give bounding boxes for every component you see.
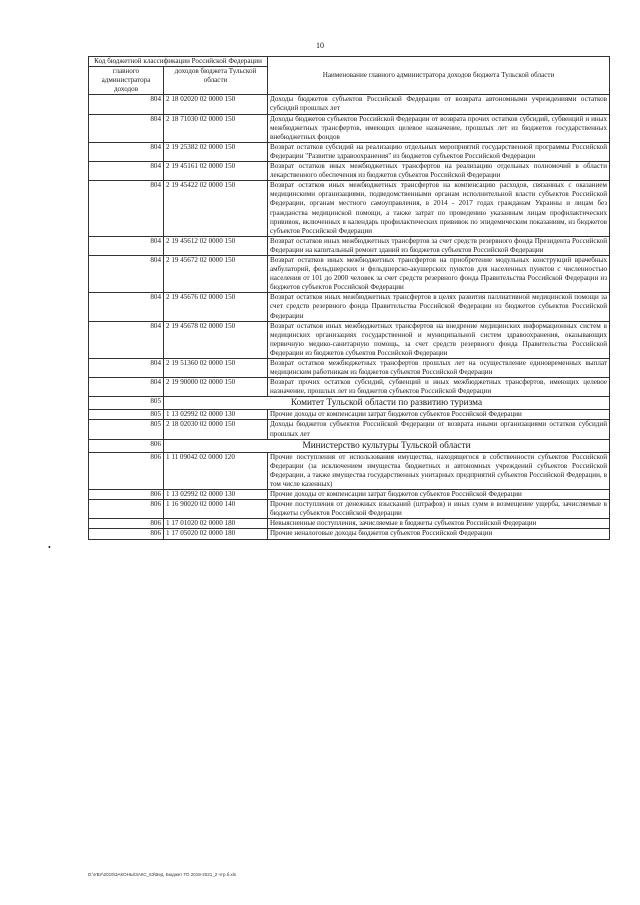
- income-name-cell: Доходы бюджетов субъектов Российской Федерации от возврата автономными учреждениями остатков субсидий прошлых лет: [268, 95, 610, 114]
- admin-code-cell: 804: [89, 162, 164, 181]
- table-row: [89, 162, 610, 181]
- income-code-cell: 2 18 02020 02 0000 150: [164, 95, 268, 114]
- income-code-cell: 2 19 90000 02 0000 150: [164, 378, 268, 397]
- classification-code-header: Код бюджетной классификации Российской Федерации: [89, 57, 268, 67]
- admin-code-cell: 805: [89, 410, 164, 420]
- income-code-cell: 2 19 51360 02 0000 150: [164, 359, 268, 378]
- admin-code-cell: 804: [89, 378, 164, 397]
- table-row: [89, 114, 610, 142]
- income-code-cell: 1 13 02992 02 0000 130: [164, 490, 268, 500]
- admin-code-cell: 806: [89, 452, 164, 489]
- income-name-cell: Невыясненные поступления, зачисляемые в бюджеты субъектов Российской Федерации: [268, 519, 610, 529]
- income-name-cell: Возврат остатков иных межбюджетных трансфертов за счет средств резервного фонда Президента Российской Федерации на капитальный ремонт зданий из бюджетов субъектов Российской Федерации: [268, 236, 610, 255]
- income-name-cell: Доходы бюджетов субъектов Российской Федерации от возврата прочих остатков субсидий, субвенций и иных межбюджетных трансфертов, имеющих целевое назначение, прошлых лет из бюджетов государственных внебюджетных фондов: [268, 114, 610, 142]
- table-row: [89, 519, 610, 529]
- admin-code-cell: 805: [89, 420, 164, 439]
- income-name-cell: Прочие доходы от компенсации затрат бюджетов субъектов Российской Федерации: [268, 410, 610, 420]
- admin-code-cell: 804: [89, 95, 164, 114]
- table-row: [89, 410, 610, 420]
- main-admin-header: главного администратора доходов: [89, 67, 164, 95]
- table-row: [89, 95, 610, 114]
- admin-code-cell: 804: [89, 142, 164, 161]
- income-code-cell: 2 19 45422 02 0000 150: [164, 181, 268, 237]
- section-row: [89, 397, 610, 410]
- income-name-cell: Возврат остатков иных межбюджетных трансфертов на реализацию отдельных полномочий в области лекарственного обеспечения из бюджетов субъектов Российской Федерации: [268, 162, 610, 181]
- table-row: [89, 490, 610, 500]
- income-name-cell: Доходы бюджетов субъектов Российской Федерации от возврата иными организациями остатков субсидий прошлых лет: [268, 420, 610, 439]
- table-row: [89, 529, 610, 539]
- income-name-cell: Возврат остатков иных межбюджетных трансфертов на внедрение медицинских информационных систем в медицинских организациях государственной и муниципальной систем здравоохранения, оказывающих первичную медико-санитарную помощь, за счет средств резервного фонда Правительства Российской Федерации из бюджетов субъектов Российской Федерации: [268, 321, 610, 358]
- income-name-cell: Прочие доходы от компенсации затрат бюджетов субъектов Российской Федерации: [268, 490, 610, 500]
- table-row: [89, 255, 610, 292]
- admin-code-cell: 806: [89, 519, 164, 529]
- income-code-cell: 1 11 09042 02 0000 120: [164, 452, 268, 489]
- table-body: [89, 95, 610, 539]
- income-code-cell: 1 13 02992 02 0000 130: [164, 410, 268, 420]
- admin-code-cell: 804: [89, 293, 164, 321]
- income-code-cell: 1 16 90020 02 0000 140: [164, 500, 268, 519]
- table-row: [89, 321, 610, 358]
- table-row: [89, 359, 610, 378]
- admin-code-cell: 804: [89, 236, 164, 255]
- admin-code-cell: 806: [89, 490, 164, 500]
- income-name-cell: Возврат остатков иных межбюджетных трансфертов на приобретение модульных конструкций врачебных амбулаторий, фельдшерских и фельдшерско-акушерских пунктов для населенных пунктов с численностью населения от 101 до 2000 человек за счет средств резервного фонда Правительства Российской Федерации из бюджетов субъектов Российской Федерации: [268, 255, 610, 292]
- table-row: [89, 452, 610, 489]
- admin-code-cell: 804: [89, 181, 164, 237]
- admin-code-cell: 806: [89, 529, 164, 539]
- income-code-cell: 2 18 71030 02 0000 150: [164, 114, 268, 142]
- table-row: [89, 420, 610, 439]
- stray-mark: •: [48, 543, 51, 552]
- income-name-cell: Возврат прочих остатков субсидий, субвенций и иных межбюджетных трансфертов, имеющих целевое назначение, прошлых лет из бюджетов субъектов Российской Федерации: [268, 378, 610, 397]
- admin-code-cell: 804: [89, 321, 164, 358]
- section-title: Комитет Тульской области по развитию туризма: [164, 397, 610, 410]
- income-code-cell: 2 19 45678 02 0000 150: [164, 321, 268, 358]
- income-code-cell: 2 19 45676 02 0000 150: [164, 293, 268, 321]
- income-name-cell: Возврат остатков иных межбюджетных трансфертов на компенсацию расходов, связанных с оказанием медицинскими организациями, подведомственными органам исполнительной власти субъектов Российской Федерации, органам местного самоуправления, в 2014 - 2017 годах гражданам Украины и лицам без гражданства медицинской помощи, а также затрат по проведению указанным лицам профилактических прививок, включенных в календарь профилактических прививок по эпидемическим показаниям, из бюджетов субъектов Российской Федерации: [268, 181, 610, 237]
- admin-code-cell: 804: [89, 359, 164, 378]
- section-title: Министерство культуры Тульской области: [164, 439, 610, 452]
- admin-code-cell: 806: [89, 500, 164, 519]
- income-code-cell: 1 17 01020 02 0000 180: [164, 519, 268, 529]
- income-name-cell: Прочие поступления от использования имущества, находящегося в собственности субъектов Российской Федерации (за исключением имущества бюджетных и автономных учреждений субъектов Российской Федерации, а также имущества государственных унитарных предприятий субъектов Российской Федерации, в том числе казенных): [268, 452, 610, 489]
- section-row: [89, 439, 610, 452]
- income-code-cell: 2 19 25382 02 0000 150: [164, 142, 268, 161]
- income-code-header: доходов бюджета Тульской области: [164, 67, 268, 95]
- table-row: [89, 181, 610, 237]
- file-path-footer: D:\УБУ\2019\ЗАКОНЫ\ЗАКС_63\Вед. Бюджет ТО 2019-2021_2 чтр.б.xls: [88, 872, 237, 877]
- income-name-cell: Прочие поступления от денежных взысканий (штрафов) и иных сумм в возмещение ущерба, зачисляемые в бюджеты субъектов Российской Федерации: [268, 500, 610, 519]
- income-code-cell: 2 19 45672 02 0000 150: [164, 255, 268, 292]
- income-code-cell: 2 19 45612 02 0000 150: [164, 236, 268, 255]
- income-code-cell: 2 19 45161 02 0000 150: [164, 162, 268, 181]
- table-row: [89, 293, 610, 321]
- income-name-cell: Возврат остатков субсидий на реализацию отдельных мероприятий государственной программы Российской Федерации "Развитие здравоохранения" из бюджетов субъектов Российской Федерации: [268, 142, 610, 161]
- page-number: 10: [316, 41, 324, 50]
- table-row: [89, 378, 610, 397]
- table-row: [89, 142, 610, 161]
- admin-code-cell: 804: [89, 255, 164, 292]
- table-header-row: [89, 57, 610, 67]
- income-code-cell: 1 17 05020 02 0000 180: [164, 529, 268, 539]
- admin-code-cell: 805: [89, 397, 164, 410]
- admin-name-header: Наименование главного администратора доходов бюджета Тульской области: [268, 57, 610, 95]
- table-row: [89, 500, 610, 519]
- income-code-cell: 2 18 02030 02 0000 150: [164, 420, 268, 439]
- table-row: [89, 236, 610, 255]
- income-administrators-table: [88, 56, 610, 540]
- income-name-cell: Возврат остатков иных межбюджетных трансфертов в целях развития паллиативной медицинской помощи за счет средств резервного фонда Правительства Российской Федерации из бюджетов субъектов Российской Федерации: [268, 293, 610, 321]
- income-name-cell: Возврат остатков межбюджетных трансфертов прошлых лет на осуществление единовременных выплат медицинским работникам из бюджетов субъектов Российской Федерации: [268, 359, 610, 378]
- income-name-cell: Прочие неналоговые доходы бюджетов субъектов Российской Федерации: [268, 529, 610, 539]
- admin-code-cell: 804: [89, 114, 164, 142]
- admin-code-cell: 806: [89, 439, 164, 452]
